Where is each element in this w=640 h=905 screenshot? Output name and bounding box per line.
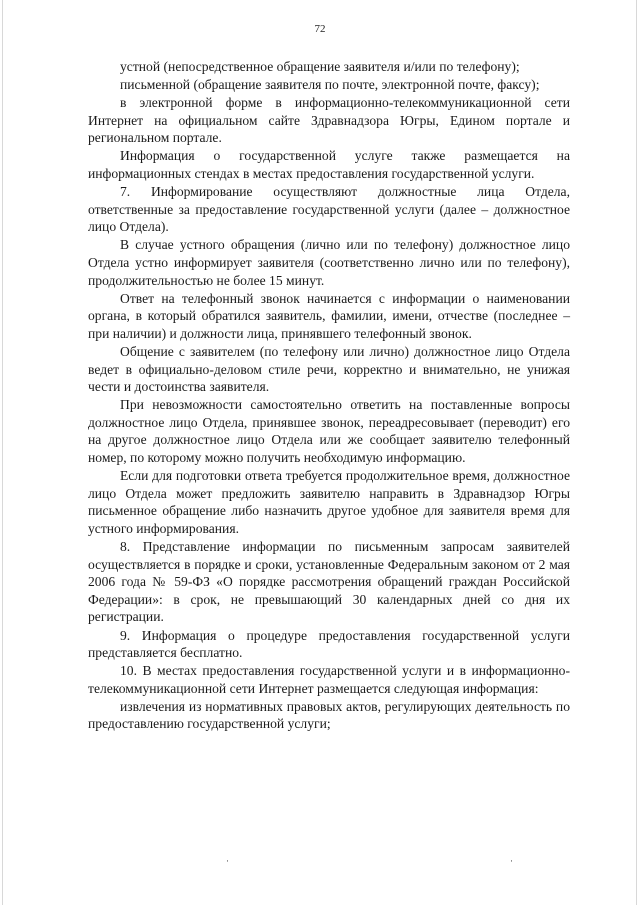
paragraph-long-answer: Если для подготовки ответа требуется продолжительное время, должностное лицо Отдела может предложить заявителю направить в Здравнадзор Югры письменное обращение либо назначить другое удобное для заявителя время для устного информирования. bbox=[88, 468, 570, 536]
paragraph-oral-request: В случае устного обращения (лично или по телефону) должностное лицо Отдела устно информирует заявителя (соответственно лично или по телефону), продолжительностью не более 15 минут. bbox=[88, 237, 570, 288]
scan-speck: · bbox=[510, 856, 513, 866]
paragraph-item-10: 10. В местах предоставления государственной услуги и в информационно-телекоммуникационной сети Интернет размещается следующая информация: bbox=[88, 663, 570, 696]
scan-edge-right bbox=[636, 0, 637, 905]
scan-edge-left bbox=[2, 0, 3, 905]
paragraph-electronic: в электронной форме в информационно-телекоммуникационной сети Интернет на официальном сайте Здравнадзора Югры, Едином портале и региональном портале. bbox=[88, 95, 570, 146]
paragraph-item-7: 7. Информирование осуществляют должностные лица Отдела, ответственные за предоставление государственной услуги (далее – должностное лицо Отдела). bbox=[88, 184, 570, 235]
paragraph-info-stands: Информация о государственной услуге также размещается на информационных стендах в местах предоставления государственной услуги. bbox=[88, 148, 570, 182]
page-number: 72 bbox=[314, 23, 326, 35]
paragraph-extracts: извлечения из нормативных правовых актов, регулирующих деятельность по предоставлению государственной услуги; bbox=[88, 698, 570, 732]
scan-speck: · bbox=[226, 856, 229, 866]
paragraph-oral: устной (непосредственное обращение заявителя и/или по телефону); bbox=[120, 59, 520, 74]
paragraph-redirect: При невозможности самостоятельно ответить на поставленные вопросы должностное лицо Отдела, принявшее звонок, переадресовывает (переводит) его на другое должностное лицо Отдела или же сообщает заявителю телефонный номер, по которому можно получить необходимую информацию. bbox=[88, 397, 570, 466]
document-body bbox=[88, 58, 570, 733]
paragraph-item-9: 9. Информация о процедуре предоставления государственной услуги представляется бесплатно. bbox=[88, 627, 570, 661]
paragraph-phone-answer: Ответ на телефонный звонок начинается с информации о наименовании органа, в который обратился заявитель, фамилии, имени, отчестве (последнее – при наличии) и должности лица, принявшего телефонный звонок. bbox=[88, 290, 570, 341]
paragraph-written: письменной (обращение заявителя по почте, электронной почте, факсу); bbox=[120, 77, 540, 93]
paragraph-item-8: 8. Представление информации по письменным запросам заявителей осуществляется в порядке и сроки, установленные Федеральным законом от 2 мая 2006 года № 59-ФЗ «О порядке рассмотрения обращений граждан Российской Федерации»: в срок, не превышающий 30 календарных дней со дня их регистрации. bbox=[88, 539, 570, 625]
paragraph-communication-style: Общение с заявителем (по телефону или лично) должностное лицо Отдела ведет в официально-деловом стиле речи, корректно и внимательно, не унижая чести и достоинства заявителя. bbox=[88, 344, 570, 395]
